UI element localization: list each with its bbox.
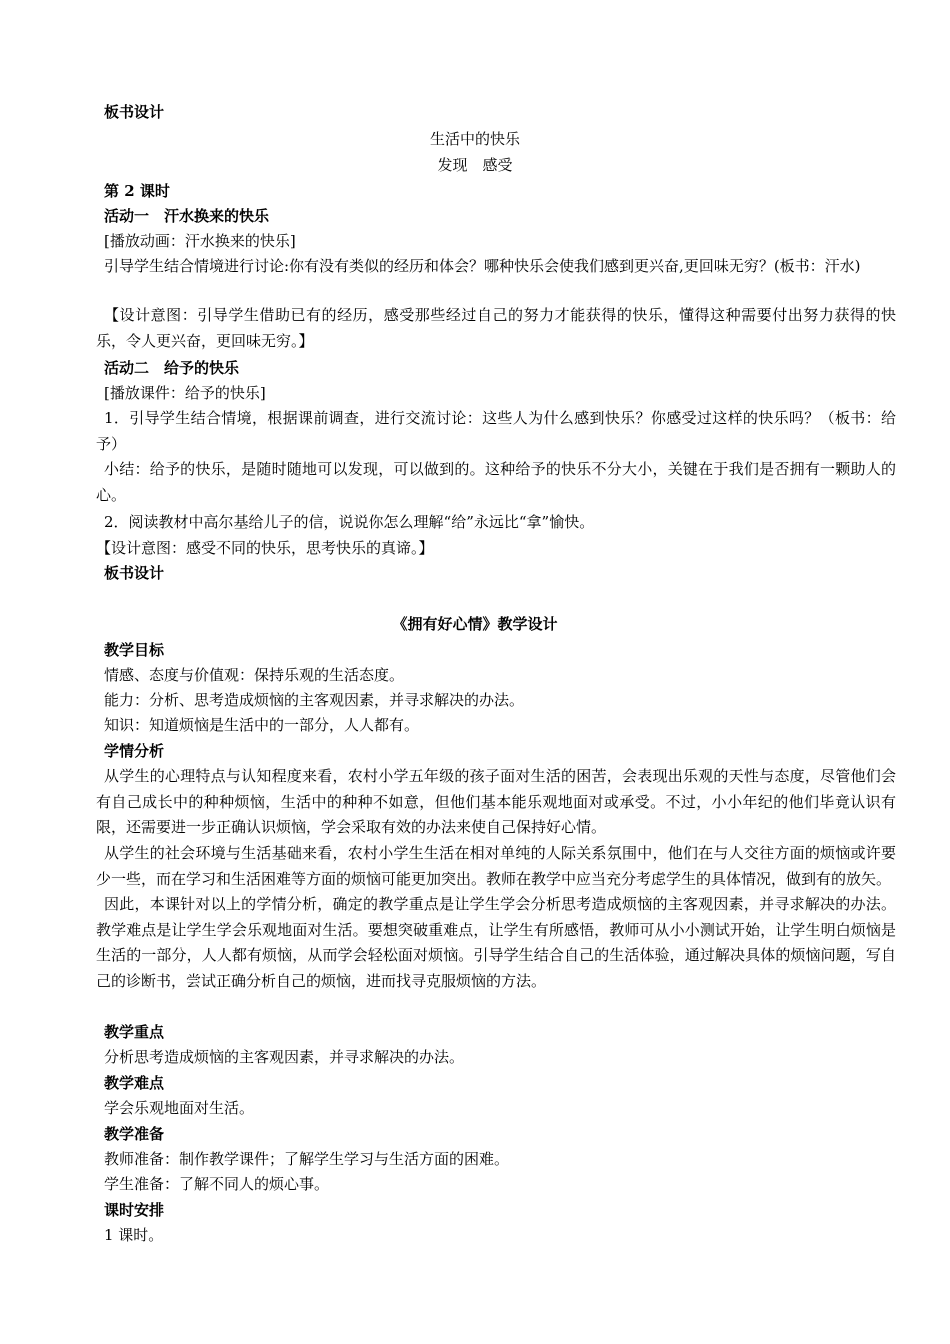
schedule-text: 1 课时。 [104,1226,164,1244]
analysis-paragraph-1: 从学生的心理特点与认知程度来看，农村小学五年级的孩子面对生活的困苦，会表现出乐观的天性与态度，尽管他们会有自己成长中的种种烦恼，生活中的种种不如意，但他们基本能乐观地面对或承受。不过，小小年纪的他们毕竟认识有限，还需要进一步正确认识烦恼，学会采取有效的办法来使自己保持好心情。 [96,767,896,836]
schedule-heading: 课时安排 [104,1201,165,1219]
activity-1-media: [播放动画：汗水换来的快乐] [104,232,296,250]
analysis-paragraph-3: 因此，本课针对以上的学情分析，确定的教学重点是让学生学会分析思考造成烦恼的主客观因素，并寻求解决的办法。教学难点是让学生学会乐观地面对生活。要想突破重难点，让学生有所感悟，教师可从小小测试开始，让学生明白烦恼是生活的一部分，人人都有烦恼，从而学会轻松面对烦恼。引导学生结合自己的生活体验，通过解决具体的烦恼问题，写自己的诊断书，尝试正确分析自己的烦恼，进而找寻克服烦恼的方法。 [96,895,896,990]
design-title: 《拥有好心情》教学设计 [392,615,558,633]
activity-1-guide: 引导学生结合情境进行讨论:你有没有类似的经历和体会？哪种快乐会使我们感到更兴奋,更回味无穷？(板书：汗水) [104,257,861,275]
activity-1-intent: 【设计意图：引导学生借助已有的经历，感受那些经过自己的努力才能获得的快乐，懂得这种需要付出努力获得的快乐，令人更兴奋，更回味无穷。】 [96,306,896,350]
activity-2-summary: 小结：给予的快乐，是随时随地可以发现，可以做到的。这种给予的快乐不分大小，关键在于我们是否拥有一颗助人的心。 [96,460,896,504]
difficulty-heading: 教学难点 [104,1074,165,1092]
activity-2-item-2: 2．阅读教材中高尔基给儿子的信，说说你怎么理解“给”永远比“拿”愉快。 [104,513,595,531]
activity-2-intent: 【设计意图：感受不同的快乐，思考快乐的真谛。】 [96,539,434,557]
board-design-title: 生活中的快乐 [429,130,520,148]
board-design-heading: 板书设计 [104,103,165,121]
board-design-heading-2: 板书设计 [104,564,165,582]
goal-item: 知识：知道烦恼是生活中的一部分，人人都有。 [104,716,420,734]
goals-heading: 教学目标 [104,641,165,659]
goal-item: 情感、态度与价值观：保持乐观的生活态度。 [104,666,405,684]
key-point-text: 分析思考造成烦恼的主客观因素，并寻求解决的办法。 [104,1048,465,1066]
lesson-2-heading: 第 2 课时 [104,182,170,200]
key-point-heading: 教学重点 [104,1023,165,1041]
activity-2-item-1: 1．引导学生结合情境，根据课前调查，进行交流讨论：这些人为什么感到快乐？你感受过这样的快乐吗？（板书：给予） [96,409,896,453]
activity-2-media: [播放课件：给予的快乐] [104,384,266,402]
analysis-heading: 学情分析 [104,742,165,760]
board-design-subtitle: 发现 感受 [437,156,513,174]
analysis-paragraph-2: 从学生的社会环境与生活基础来看，农村小学生生活在相对单纯的人际关系氛围中，他们在与人交往方面的烦恼或许要少一些，而在学习和生活困难等方面的烦恼可能更加突出。教师在教学中应当充分考虑学生的具体情况，做到有的放矢。 [96,844,896,888]
student-preparation: 学生准备：了解不同人的烦心事。 [104,1175,330,1193]
difficulty-text: 学会乐观地面对生活。 [104,1099,255,1117]
goal-item: 能力：分析、思考造成烦恼的主客观因素，并寻求解决的办法。 [104,691,525,709]
teacher-preparation: 教师准备：制作教学课件；了解学生学习与生活方面的困难。 [104,1150,510,1168]
activity-1-title: 活动一 汗水换来的快乐 [104,207,270,225]
activity-2-title: 活动二 给予的快乐 [104,359,240,377]
preparation-heading: 教学准备 [104,1125,165,1143]
